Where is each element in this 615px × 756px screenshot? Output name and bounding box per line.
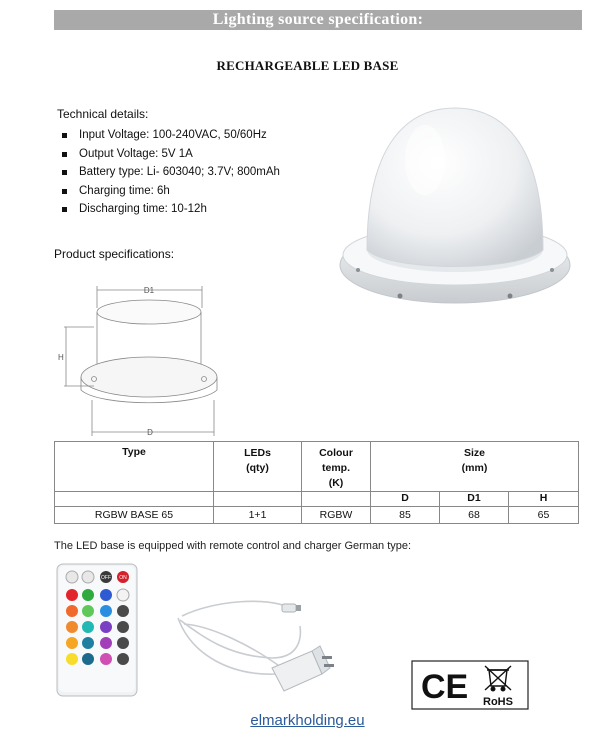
- list-item: [62, 182, 280, 201]
- list-item: [62, 200, 280, 219]
- subheader-h: H: [509, 492, 579, 507]
- certification-marks: [411, 660, 529, 710]
- website-link[interactable]: elmarkholding.eu: [250, 712, 365, 729]
- bullet-icon: [62, 189, 67, 194]
- subheader-d1: D1: [440, 492, 509, 507]
- bullet-icon: [62, 152, 67, 157]
- specification-table: [54, 441, 579, 524]
- list-item: [62, 163, 280, 182]
- cell-leds: 1+1: [214, 507, 302, 524]
- table-header-row: [55, 442, 579, 492]
- accessories-note: The LED base is equipped with remote control and charger German type:: [54, 540, 412, 552]
- dimension-drawing: [54, 282, 224, 437]
- drawing-label-d1: D1: [143, 286, 155, 295]
- bullet-icon: [62, 133, 67, 138]
- header-colour-temp: Colour temp. (K): [302, 442, 371, 492]
- section-header-title: Lighting source specification:: [212, 11, 424, 28]
- drawing-label-d: D: [147, 428, 153, 437]
- cell-colour: RGBW: [302, 507, 371, 524]
- section-header-bar: [54, 10, 582, 30]
- remote-off-label: OFF: [101, 575, 111, 581]
- bullet-icon: [62, 170, 67, 175]
- list-item-text: Output Voltage: 5V 1A: [79, 147, 193, 160]
- cell-h: 65: [509, 507, 579, 524]
- list-item-text: Discharging time: 10-12h: [79, 203, 207, 216]
- list-item: [62, 145, 280, 164]
- cell-d: 85: [371, 507, 440, 524]
- list-item-text: Input Voltage: 100-240VAC, 50/60Hz: [79, 129, 267, 141]
- product-specifications-heading: Product specifications:: [54, 247, 175, 261]
- cell-type: RGBW BASE 65: [55, 507, 214, 524]
- remote-control-image: [56, 563, 138, 697]
- table-row: [55, 507, 579, 524]
- list-item: [62, 126, 280, 145]
- led-base-product-photo: [330, 100, 580, 315]
- table-subheader-row: [55, 492, 579, 507]
- document-title: RECHARGEABLE LED BASE: [216, 58, 399, 73]
- subheader-d: D: [371, 492, 440, 507]
- list-item-text: Battery type: Li- 603040; 3.7V; 800mAh: [79, 166, 280, 179]
- charger-image: [172, 596, 337, 701]
- header-leds: LEDs (qty): [214, 442, 302, 492]
- header-size: Size (mm): [371, 442, 579, 492]
- technical-details-list: [62, 126, 280, 219]
- cell-d1: 68: [440, 507, 509, 524]
- bullet-icon: [62, 207, 67, 212]
- rohs-mark: RoHS: [483, 696, 513, 708]
- header-type: Type: [55, 442, 214, 492]
- technical-details-heading: Technical details:: [57, 107, 149, 121]
- drawing-label-h: H: [58, 353, 64, 362]
- remote-on-label: ON: [119, 575, 127, 581]
- list-item-text: Charging time: 6h: [79, 184, 170, 197]
- ce-mark: CE: [421, 668, 469, 706]
